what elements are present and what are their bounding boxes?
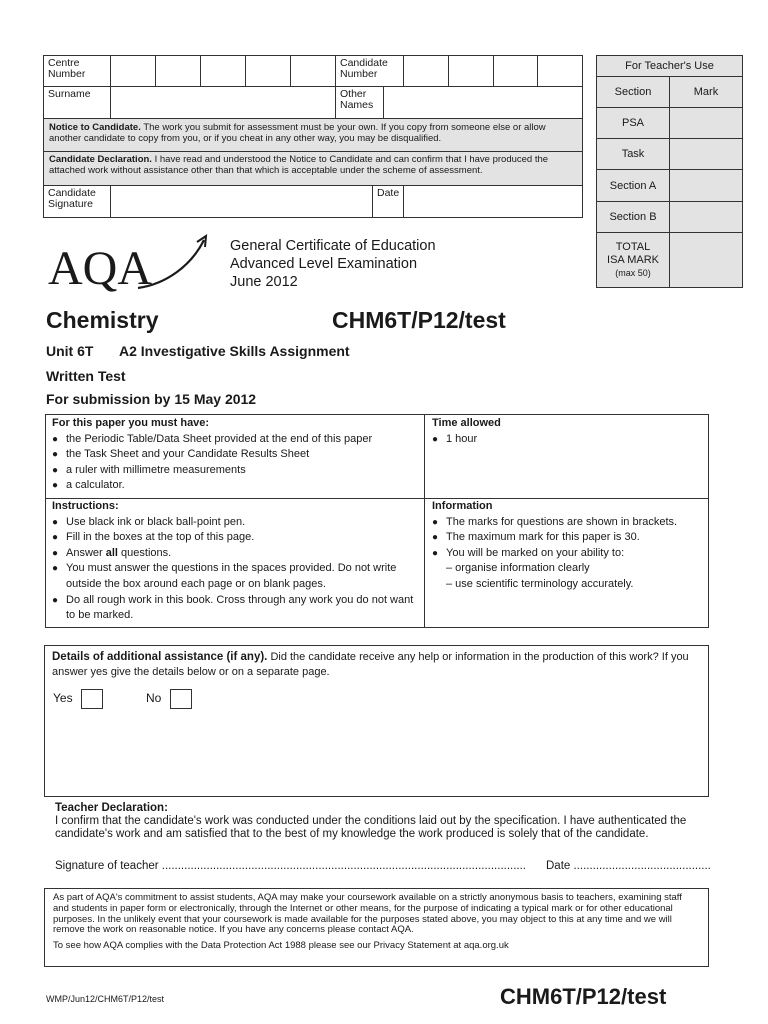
row-label-section-b: Section B: [597, 202, 670, 233]
candidate-signature-label: Candidate Signature: [44, 186, 111, 217]
yes-label: Yes: [53, 691, 73, 705]
teacher-declaration: [55, 802, 710, 841]
additional-assistance-box: [44, 645, 709, 797]
instructions-box: [45, 414, 709, 628]
mark-task-field[interactable]: [670, 139, 742, 170]
assistance-text: Did the candidate receive any help or information in the production of this work? If you answer yes give the details below or on a separate page.: [52, 651, 689, 678]
notice-to-candidate: [44, 119, 582, 152]
surname-field[interactable]: [111, 87, 336, 119]
row-label-psa: PSA: [597, 108, 670, 139]
notice-title: Notice to Candidate.: [49, 122, 141, 133]
footer-paper-code: CHM6T/P12/test: [500, 984, 667, 1009]
declaration-text: I have read and understood the Notice to Candidate and can confirm that I have produced the attached work without assistance other than that which is acceptable under the scheme of assessment.: [49, 154, 549, 176]
exam-title-block: [230, 237, 436, 291]
centre-number-box[interactable]: [246, 56, 291, 87]
candidate-number-box[interactable]: [404, 56, 449, 87]
instructions-title: Instructions:: [52, 500, 119, 512]
list-item: ● the Periodic Table/Data Sheet provided at the end of this paper: [52, 432, 373, 445]
time-allowed-section: [432, 416, 702, 447]
aqa-logo: [46, 234, 208, 292]
exam-line1: General Certificate of Education: [230, 238, 436, 254]
list-item: ● Answer all questions.: [52, 546, 172, 559]
privacy-notice-box: [44, 888, 709, 967]
instructions-divider-vertical: [424, 415, 425, 627]
list-item: ● a ruler with millimetre measurements: [52, 463, 246, 476]
exam-line2: Advanced Level Examination: [230, 256, 418, 272]
mark-section-a-field[interactable]: [670, 170, 742, 202]
row-label-task: Task: [597, 139, 670, 170]
aqa-logo-swoosh-icon: [46, 234, 208, 292]
row-label-section-a: Section A: [597, 170, 670, 202]
centre-number-box[interactable]: [156, 56, 201, 87]
list-item: – organise information clearly: [446, 562, 590, 575]
mark-psa-field[interactable]: [670, 108, 742, 139]
footer-reference: WMP/Jun12/CHM6T/P12/test: [46, 994, 165, 1004]
no-label: No: [146, 691, 162, 705]
privacy-text: As part of AQA's commitment to assist students, AQA may make your coursework available on a strictly anonymous basis to teachers, examining staff and students in paper form or electronically, through the Internet or other means, for the purpose of indicating a typical mark or for other educational purposes. In the unlikely event that your coursework is made available for the purposes stated above, you may object to this at any time and we will remove the work on reasonable notice. If you have any concerns please contact AQA.: [53, 892, 682, 936]
written-test-title: Written Test: [46, 368, 126, 384]
total-line1: TOTAL: [615, 240, 651, 253]
other-names-field[interactable]: [384, 87, 582, 119]
assistance-title: Details of additional assistance (if any).: [52, 651, 268, 663]
notice-text: The work you submit for assessment must be your own. If you copy from someone else or allow another candidate to copy from you, or if you cheat in any other way, you may be disqualified.: [49, 122, 546, 144]
assistance-question: [52, 650, 702, 680]
list-item: ● The maximum mark for this paper is 30.: [432, 531, 640, 544]
time-allowed-title: Time allowed: [432, 417, 501, 429]
other-names-label: Other Names: [336, 87, 384, 119]
list-item: ● The marks for questions are shown in brackets.: [432, 515, 678, 528]
yes-checkbox[interactable]: [81, 689, 103, 709]
surname-label: Surname: [44, 87, 111, 119]
aqa-logo-text: AQA: [48, 242, 152, 292]
list-item: ● You must answer the questions in the spaces provided. Do not write outside the box around each page or on blank pages.: [52, 562, 397, 590]
list-item: – use scientific terminology accurately.: [446, 577, 634, 590]
total-max: (max 50): [615, 267, 651, 278]
candidate-details-table: [43, 55, 583, 218]
list-item: ● Do all rough work in this book. Cross through any work you do not want to be marked.: [52, 593, 414, 622]
candidate-number-box[interactable]: [449, 56, 494, 87]
centre-number-box[interactable]: [111, 56, 156, 87]
centre-number-box[interactable]: [201, 56, 246, 87]
information-title: Information: [432, 500, 493, 512]
exam-line3: June 2012: [230, 274, 298, 290]
total-line2: ISA MARK: [607, 253, 659, 266]
total-isa-mark-label: [597, 233, 670, 287]
paper-code: CHM6T/P12/test: [332, 307, 506, 333]
must-have-section: [52, 416, 420, 494]
instructions-section: [52, 499, 420, 624]
subject-title: Chemistry: [46, 307, 159, 333]
declaration-title: Candidate Declaration.: [49, 154, 152, 165]
list-item: ● Use black ink or black ball-point pen.: [52, 515, 246, 528]
list-item: ● 1 hour: [432, 432, 478, 445]
information-section: [432, 499, 704, 593]
list-item: ● You will be marked on your ability to:: [432, 546, 625, 559]
privacy-statement: To see how AQA complies with the Data Protection Act 1988 please see our Privacy Statement at aqa.org.uk: [53, 940, 509, 952]
no-checkbox[interactable]: [170, 689, 192, 709]
teachers-use-table: [596, 55, 743, 288]
must-have-title: For this paper you must have:: [52, 417, 210, 429]
candidate-declaration: [44, 152, 582, 186]
date-field[interactable]: [404, 186, 582, 217]
centre-number-label: Centre Number: [44, 56, 111, 87]
candidate-number-label: Candidate Number: [336, 56, 404, 87]
list-item: ● the Task Sheet and your Candidate Results Sheet: [52, 448, 310, 461]
unit-title: A2 Investigative Skills Assignment: [119, 343, 350, 359]
list-item: ● Fill in the boxes at the top of this page.: [52, 531, 255, 544]
teacher-signature-line[interactable]: Signature of teacher ..................................................................................................................: [55, 860, 527, 872]
submission-date: For submission by 15 May 2012: [46, 391, 257, 407]
assistance-details-field[interactable]: [51, 716, 701, 792]
teachers-use-title: For Teacher's Use: [597, 56, 742, 77]
teacher-declaration-title: Teacher Declaration:: [55, 802, 168, 814]
date-label: Date: [373, 186, 404, 217]
candidate-signature-field[interactable]: [111, 186, 373, 217]
unit-number: Unit 6T: [46, 343, 94, 359]
mark-section-b-field[interactable]: [670, 202, 742, 233]
candidate-number-box[interactable]: [538, 56, 582, 87]
teacher-date-line[interactable]: Date ...........................................: [546, 860, 711, 872]
teacher-declaration-text: I confirm that the candidate's work was conducted under the conditions laid out by the specification. I have authenticated the candidate's work and am satisfied that to the best of my knowledge the work produced is solely that of the candidate.: [55, 815, 687, 840]
mark-column-header: Mark: [670, 77, 742, 108]
list-item: ● a calculator.: [52, 479, 125, 492]
section-column-header: Section: [597, 77, 670, 108]
candidate-number-box[interactable]: [494, 56, 538, 87]
total-isa-mark-field[interactable]: [670, 233, 742, 287]
centre-number-box[interactable]: [291, 56, 336, 87]
